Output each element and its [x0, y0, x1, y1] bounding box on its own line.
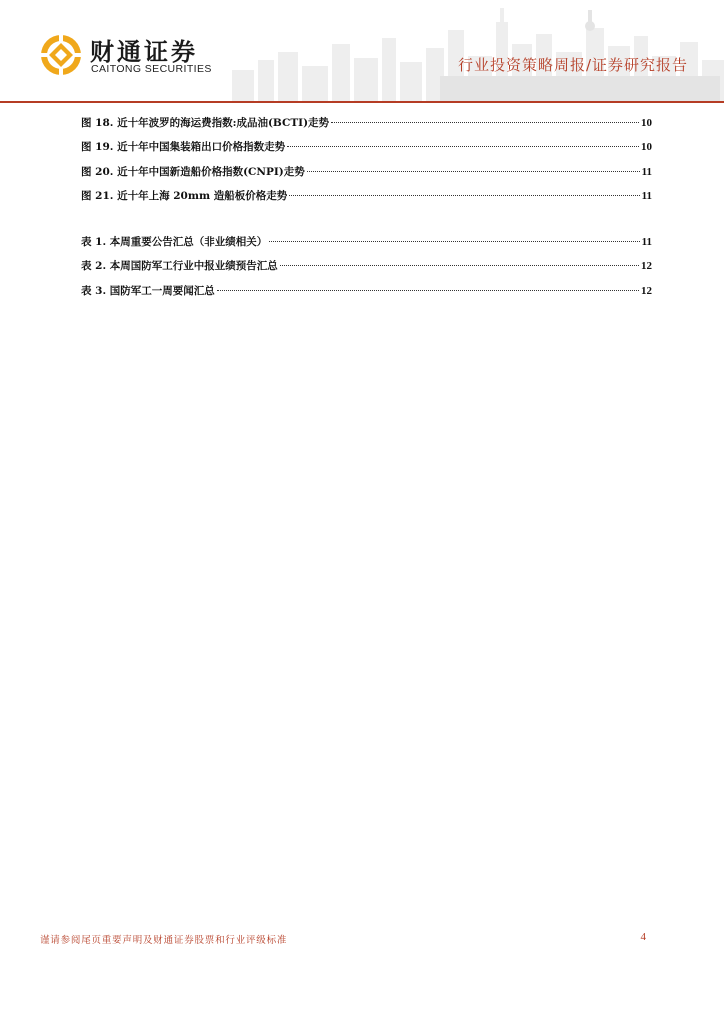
report-type-title: 行业投资策略周报/证券研究报告: [457, 56, 688, 74]
brand-name-english: CAITONG SECURITIES: [91, 63, 212, 75]
toc-entry-page: 12: [641, 284, 652, 297]
toc-entry-figure-21[interactable]: [81, 186, 652, 210]
table-index: [81, 232, 652, 305]
toc-entry-label: 图 21. 近十年上海 20mm 造船板价格走势: [81, 189, 288, 202]
dot-leader: [331, 110, 639, 123]
toc-entry-label: 图 19. 近十年中国集装箱出口价格指数走势: [81, 141, 286, 154]
caitong-emblem-icon: [40, 34, 82, 76]
toc-entry-page: 11: [641, 236, 652, 249]
dot-leader: [287, 134, 639, 147]
toc-entry-label: 图 20. 近十年中国新造船价格指数(CNPI)走势: [81, 165, 305, 178]
dot-leader: [217, 278, 639, 291]
toc-entry-page: 10: [641, 117, 652, 129]
figure-index: [81, 113, 652, 210]
footer-disclaimer: 谨请参阅尾页重要声明及财通证券股票和行业评级标准: [40, 935, 288, 946]
header-divider: [0, 101, 724, 103]
brand-name-chinese: 财通证券: [90, 38, 198, 66]
dot-leader: [289, 183, 639, 196]
toc-entry-label: 表 1. 本周重要公告汇总（非业绩相关）: [81, 236, 268, 249]
dot-leader: [269, 229, 639, 242]
dot-leader: [307, 159, 640, 172]
dot-leader: [280, 253, 639, 266]
toc-entry-label: 表 3. 国防军工一周要闻汇总: [81, 284, 215, 297]
page-number: 4: [640, 931, 646, 943]
caitong-logo: [40, 30, 220, 80]
toc-entry-table-3[interactable]: [81, 281, 652, 305]
toc-entry-page: 12: [641, 260, 652, 273]
page-header: [0, 0, 724, 104]
toc-entry-page: 11: [641, 189, 652, 202]
toc-entry-page: 10: [641, 141, 652, 154]
toc-entry-page: 11: [641, 165, 652, 178]
toc-entry-label: 表 2. 本周国防军工行业中报业绩预告汇总: [81, 260, 278, 273]
toc-entry-label: 图 18. 近十年波罗的海运费指数:成品油(BCTI)走势: [81, 117, 330, 129]
table-of-contents: [81, 113, 652, 305]
